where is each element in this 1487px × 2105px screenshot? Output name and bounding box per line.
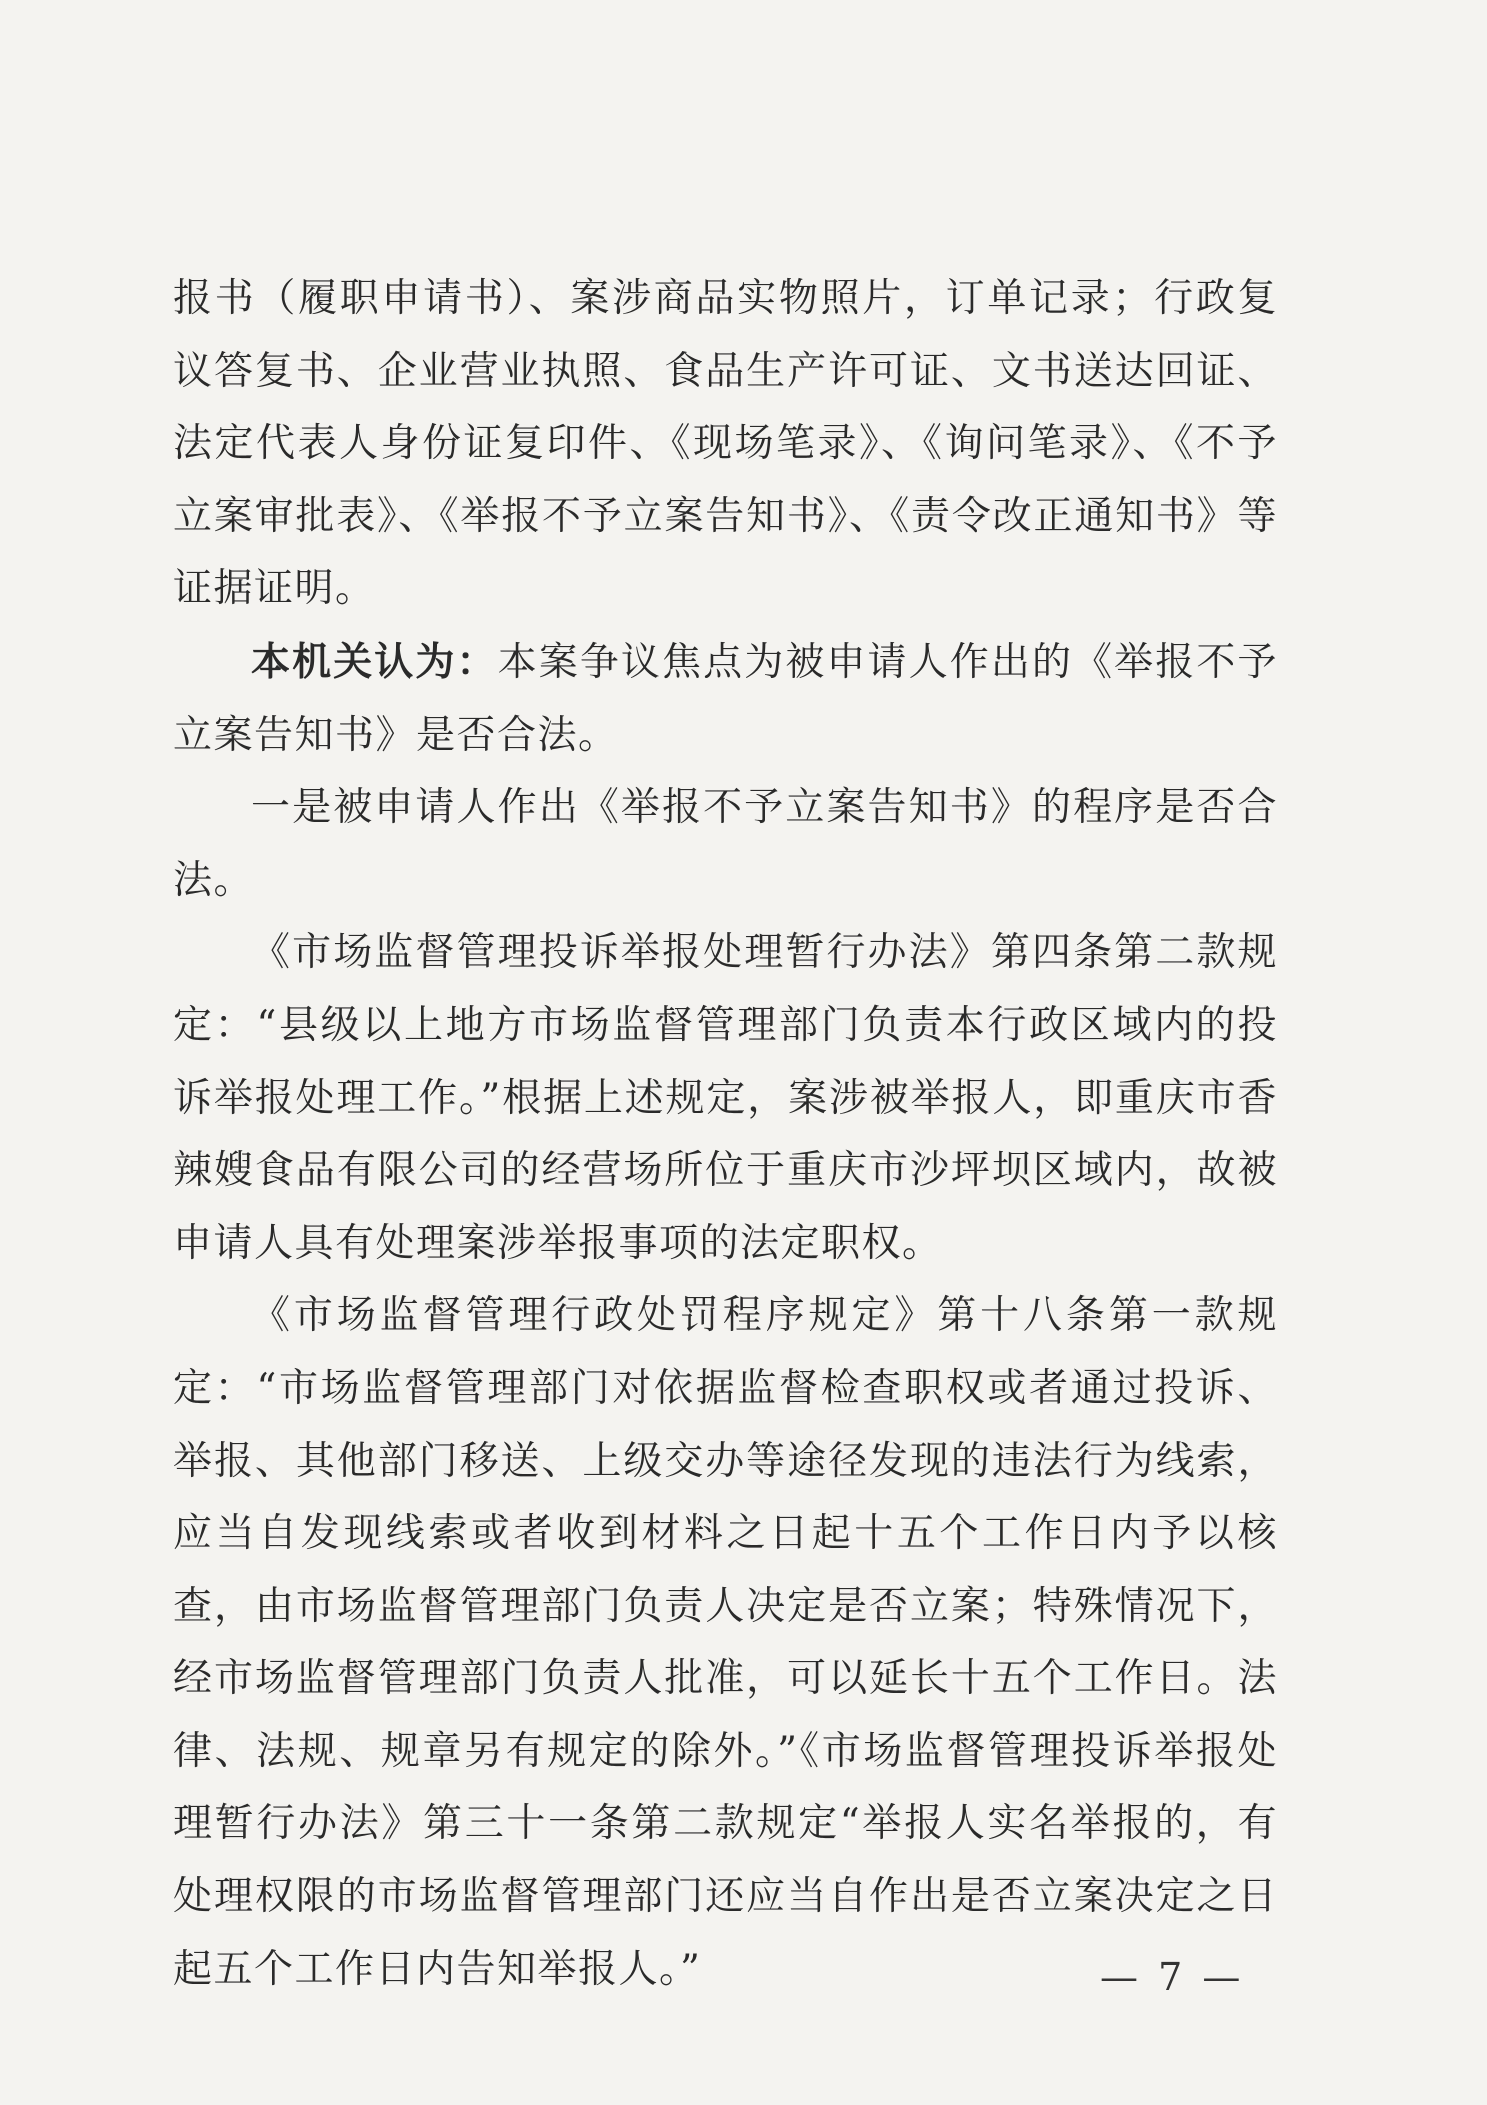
paragraph-procedure-rule (173, 1280, 1278, 2006)
paragraph-jurisdiction (173, 917, 1278, 1280)
paragraph-text: 一是被申请人作出《举报不予立案告知书》的程序是否合法。 (173, 785, 1278, 903)
paragraph-lead: 本机关认为： (251, 638, 498, 685)
paragraph-text: 《市场监督管理投诉举报处理暂行办法》第四条第二款规定：“县级以上地方市场监督管理部门负责本行政区域内的投诉举报处理工作。”根据上述规定，案涉被举报人，即重庆市香辣嫂食品有限公司的经营场所位于重庆市沙坪坝区域内，故被申请人具有处理案涉举报事项的法定职权。 (173, 930, 1278, 1266)
paragraph-text: 报书（履职申请书）、案涉商品实物照片，订单记录；行政复议答复书、企业营业执照、食品生产许可证、文书送达回证、法定代表人身份证复印件、《现场笔录》、《询问笔录》、《不予立案审批表》、《举报不予立案告知书》、《责令改正通知书》等证据证明。 (173, 276, 1278, 612)
paragraph-evidence (173, 263, 1278, 626)
paragraph-point-one (173, 772, 1278, 917)
page-number: — 7 — (1100, 1955, 1245, 1999)
paragraph-opinion (173, 626, 1278, 772)
paragraph-text: 本案争议焦点为被申请人作出的《举报不予立案告知书》是否合法。 (173, 639, 1278, 758)
document-body (173, 263, 1278, 2006)
paragraph-text: 《市场监督管理行政处罚程序规定》第十八条第一款规定：“市场监督管理部门对依据监督检查职权或者通过投诉、举报、其他部门移送、上级交办等途径发现的违法行为线索，应当自发现线索或者收到材料之日起十五个工作日内予以核查，由市场监督管理部门负责人决定是否立案；特殊情况下，经市场监督管理部门负责人批准，可以延长十五个工作日。法律、法规、规章另有规定的除外。”《市场监督管理投诉举报处理暂行办法》第三十一条第二款规定“举报人实名举报的，有处理权限的市场监督管理部门还应当自作出是否立案决定之日起五个工作日内告知举报人。” (173, 1293, 1278, 1992)
